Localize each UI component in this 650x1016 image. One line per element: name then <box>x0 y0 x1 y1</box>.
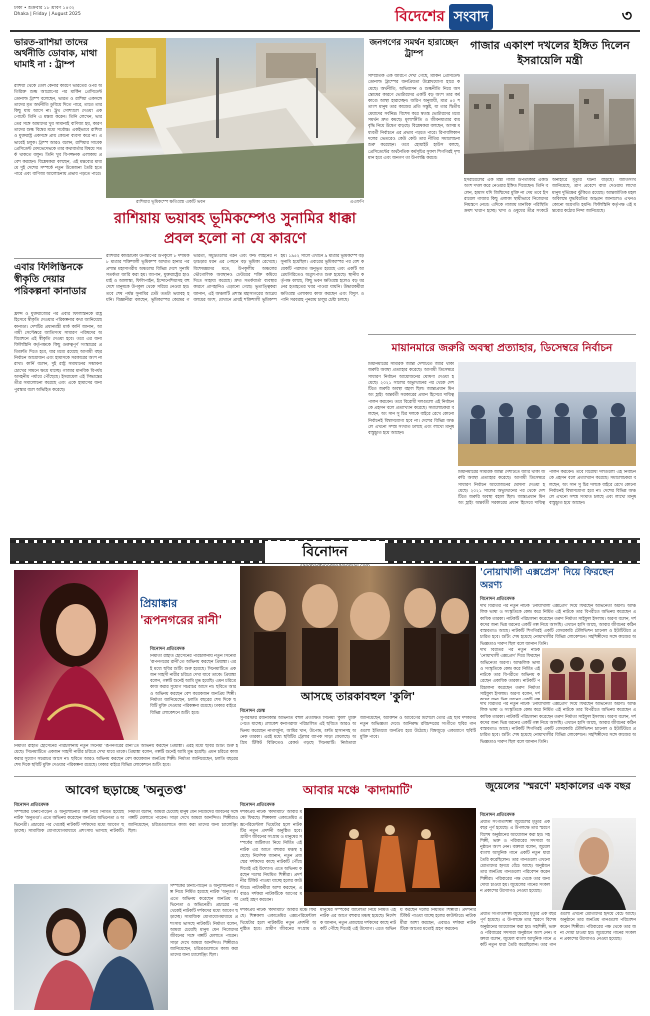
a6-body-left: মিয়ানমারের সামরিক জান্তা দেশটিতে জারি থাকা জরুরি অবস্থা প্রত্যাহার করেছে। আগামী ডিসেম্বরে সাধারণ নির্বাচন আয়োজনের ঘোষণা দেওয়া হয়েছে। ২০২১ সালের অভ্যুত্থানের পর থেকে দেশটিতে জরুরি অবস্থা বহাল ছিল। জান্তাপ্রধান মিন অং হ্লাইং অন্তর্বর্তী সরকারের প্রধান হিসেবে দায়িত্ব পালন করবেন। তবে বিরোধী দলগুলো এই নির্বাচনকে প্রহসন বলে প্রত্যাখ্যান করেছে। সমালোচকরা বলছেন, অং সান সু চির দলকে বাইরে রেখে কোনো নির্বাচনই বিশ্বাসযোগ্য হবে না। দেশের বিভিন্ন অঞ্চলে এখনো সশস্ত্র সংঘাত চলছে এবং লাখো মানুষ বাস্তুচ্যুত হয়ে আছেন। <box>368 362 454 437</box>
a1-headline: ভারত-রাশিয়া তাদের অর্থনীতি ডোবাক, মাথা ঘামাই না : ট্রাম্প <box>14 38 98 70</box>
a4-body: সাম্প্রতিক এক জরিপে দেখা গেছে, মার্কিন প্রেসিডেন্ট ডোনাল্ড ট্রাম্পের জনপ্রিয়তা উল্লেখযোগ্য হারে কমেছে। অর্থনীতি, অভিবাসন ও শুল্কনীতি নিয়ে অসন্তোষের কারণে ভোটারদের একটি বড় অংশ তার কর্মকাণ্ডে আস্থা হারাচ্ছেন। জরিপ অনুযায়ী, মাত্র ৪০ শতাংশ মানুষ তার কাজের প্রতি সন্তুষ্ট, যা তার দ্বিতীয় মেয়াদের সর্বনিম্ন। বিশেষ করে স্বতন্ত্র ভোটারদের মধ্যে সমর্থন দ্রুত কমছে। মূল্যস্ফীতি ও জীবনযাত্রার ব্যয় বৃদ্ধি নিয়ে উদ্বেগ বাড়ছে। বিশ্লেষকরা বলছেন, আসন্ন মধ্যবর্তী নির্বাচনে এর প্রভাব পড়তে পারে। রিপাবলিকান দলের ভেতরেও কেউ কেউ তার নীতির সমালোচনা শুরু করেছেন। তবে হোয়াইট হাউস বলছে, প্রেসিডেন্টের অর্থনৈতিক কর্মসূচির সুফল শিগগিরই দৃশ্যমান হবে এবং জনগণ তা উপলব্ধি করবে। <box>368 74 460 161</box>
a3-headline: রাশিয়ায় ভয়াবহ ভূমিকম্পেও সুনামির ধাক্কা প্রবল হলো না যে কারণে <box>114 210 356 247</box>
date-en: Dhaka | Friday | August 2025 <box>14 12 81 17</box>
page-number: ৩ <box>621 6 633 25</box>
singer-illustration <box>552 818 636 910</box>
date-line <box>14 6 174 20</box>
section-title-part1: বিদেশের <box>395 6 445 25</box>
e4-body-side: সম্পর্কের টানাপোড়েন ও অনুশোচনার গল্প নিয়ে নির্মিত হয়েছে নাটক 'অনুতপ্ত'। এতে অভিনয় করেছেন জনপ্রিয় অভিনেতা ও অভিনেত্রী। প্রচারের পর থেকেই নাটকটি দর্শকদের মধ্যে আবেগ ছড়াচ্ছে। সামাজিক যোগাযোগমাধ্যমে প্রশংসায় ভাসছে নাটকটি। নির্মাতা বলেন, আমরা চেয়েছি মানুষ যেন নিজেদের জীবনের সঙ্গে গল্পটি মেলাতে পারেন। সাড়া দেখে আমরা আনন্দিত। শিল্পীরাও জানিয়েছেন, চরিত্রগুলোতে কাজ করা তাদের জন্য চ্যালেঞ্জিং ছিল। <box>170 884 238 959</box>
a3-body: রাশিয়ার কামচাটকা উপদ্বীপের উপকূলে ৮ দশমিক ৮ মাত্রার শক্তিশালী ভূমিকম্প আঘাত হানার পর প্রশান্ত মহাসাগরীয় অঞ্চলের বিভিন্ন দেশে সুনামি সতর্কতা জারি করা হয়। জাপান, যুক্তরাষ্ট্রের হাওয়াই ও আলাস্কা, ফিলিপাইন, ইন্দোনেশিয়াসহ বহু দেশে মানুষকে উপকূল থেকে সরিয়ে নেওয়া হয়। তবে শেষ পর্যন্ত সুনামির ঢেউ ততটা ভয়াবহ হয়নি। বিজ্ঞানীরা বলছেন, ভূমিকম্পের কেন্দ্রের গভীরতা, সমুদ্রতলের গঠন এবং ফল্ট লাইনের নড়াচড়ার ধরন এর পেছনে বড় ভূমিকা রেখেছে। বিশেষজ্ঞদের মতে, উপকূলীয় অঞ্চলের ভৌগোলিক অবস্থানও ঢেউয়ের শক্তি কমিয়ে দিতে সাহায্য করেছে। দ্রুত সতর্কবার্তা ব্যবস্থার কারণে প্রাণহানিও এড়ানো গেছে। ভূতাত্ত্বিকরা জানান, এই অঞ্চলটি প্রশান্ত মহাসাগরের আগ্নেয় বলয়ের অংশ, যেখানে প্রায়ই শক্তিশালী ভূমিকম্প হয়। ১৯৫২ সালে এখানে ৯ মাত্রার ভূমিকম্পে বড় সুনামি হয়েছিল। এবারের ভূমিকম্পের পর বেশ কয়েকটি পরাঘাত অনুভূত হয়েছে এবং একটি আগ্নেয়গিরিতেও অগ্ন্যুৎপাত শুরু হয়েছে। স্থানীয় কর্তৃপক্ষ বলছে, কিছু ভবন ক্ষতিগ্রস্ত হলেও বড় ধরনের হতাহতের খবর পাওয়া যায়নি। উদ্ধারকর্মীরা ক্ষতিগ্রস্ত এলাকায় কাজ করছেন এবং বিদ্যুৎ ও পানি সরবরাহ পুনরায় চালুর চেষ্টা চলছে। <box>106 254 364 304</box>
e3-cast-photo <box>542 648 636 700</box>
dancers-illustration <box>304 808 476 906</box>
ruins-illustration <box>464 74 636 174</box>
collage-illustration <box>240 566 476 686</box>
section-masthead <box>395 6 610 28</box>
e1-body-wide: নির্মাতা রাহাত হোসেনের পরিচালনায় নতুন সিনেমা 'রূপনগরের রানী'তে অভিনয় করছেন প্রিয়াঙ্কা। এরই মধ্যে ছবির শুটিং শুরু হয়েছে। সিনেমাটিতে একজন সাহসী নারীর চরিত্রে দেখা যাবে তাকে। প্রিয়াঙ্কা বলেন, গল্পটি শুনেই আমি মুগ্ধ হয়েছি। এমন চরিত্রে কাজ করার সুযোগ সচরাচর আসে না। ছবিতে আরও অভিনয় করছেন বেশ কয়েকজন জনপ্রিয় শিল্পী। নির্মাতা জানিয়েছেন, চলতি বছরের শেষ দিকে ছবিটি মুক্তি দেওয়ার পরিকল্পনা রয়েছে। ঢাকার বাইরে বিভিন্ন লোকেশনে শুটিং হবে। <box>14 744 238 768</box>
cast-illustration <box>542 648 636 700</box>
a5-headline: গাজার একাংশ দখলের ইঙ্গিত দিলেন ইসরায়েলি মন্ত্রী <box>470 39 630 67</box>
masthead-rule <box>10 30 640 32</box>
e1-byline: বিনোদন প্রতিবেদক <box>150 647 185 652</box>
e3-byline: বিনোদন প্রতিবেদক <box>480 597 515 602</box>
binodon-banner <box>10 538 640 564</box>
e2-byline: বিনোদন ডেস্ক <box>240 709 266 714</box>
singer-portrait-photo <box>552 818 636 910</box>
myanmar-meeting-photo <box>458 362 636 466</box>
a2-body: ফ্রান্স ও যুক্তরাজ্যের পর এবার ফিলিস্তিনকে রাষ্ট্র হিসেবে স্বীকৃতি দেওয়ার পরিকল্পনার কথা জানিয়েছে কানাডা। দেশটির প্রধানমন্ত্রী মার্ক কার্নি জানান, আগামী সেপ্টেম্বরে জাতিসংঘ সাধারণ পরিষদের অধিবেশনে এই স্বীকৃতি দেওয়া হবে। তবে এর জন্য ফিলিস্তিনি কর্তৃপক্ষকে কিছু গুরুত্বপূর্ণ সংস্কারের প্রতিশ্রুতি দিতে হবে, যার মধ্যে রয়েছে আগামী বছর নির্বাচন আয়োজন এবং হামাসকে সরকারের অংশ না রাখা। কার্নি বলেন, দুই রাষ্ট্র সমাধানের সম্ভাবনা চোখের সামনে ক্ষয়ে যাচ্ছে। গাজার মানবিক বিপর্যয় অসহনীয় পর্যায়ে পৌঁছেছে। ইসরায়েল এই সিদ্ধান্তের তীব্র সমালোচনা করেছে এবং একে হামাসের জন্য পুরস্কার বলে অভিহিত করেছে। <box>14 312 102 393</box>
e3-body-bottom: দীর্ঘ বিরতির পর নতুন নাটক 'নোয়াখালী এক্সপ্রেস' দিয়ে ফিরছেন অভিনেতা অরণ্য। আঞ্চলিক ভাষা ও সংস্কৃতিকে কেন্দ্র করে নির্মিত এই নাটকে তার বিপরীতে অভিনয় করেছেন একাধিক তারকা। নাটকটি পরিচালনা করেছেন তরুণ নির্মাতা সাইফুল ইসলাম। অরণ্য বলেন, দর্শকদের জন্য ভিন্ন ধরনের একটি গল্প নিয়ে আসছি। এখানে হাসি আছে, আবার জীবনের কঠিন বাস্তবতাও আছে। নাটকটি শিগগিরই একটি বেসরকারি টেলিভিশন চ্যানেল ও ইউটিউবে প্রচারিত হবে। শুটিং শেষ হয়েছে নোয়াখালীর বিভিন্ন লোকেশনে। সহশিল্পীদের সঙ্গে কাজের অভিজ্ঞতাও দারুণ ছিল বলে জানান তিনি। <box>480 702 636 745</box>
a6-headline: মায়ানমারে জরুরি অবস্থা প্রত্যাহার, ডিসেম্বরে নির্বাচন <box>391 342 613 354</box>
actress-portrait-photo <box>14 570 138 740</box>
e1-headline-1: প্রিয়াঙ্কার <box>140 597 178 610</box>
e6-body-bottom: প্রয়াত সংগীতশিল্পী জুয়েলের মৃত্যুর এক বছর পূর্ণ হয়েছে। এ উপলক্ষে তার স্মরণে বিশেষ অনুষ্ঠানের আয়োজন করা হয়। সহশিল্পী, ভক্ত ও পরিবারের সদস্যরা অনুষ্ঠানে অংশ নেন। বক্তারা বলেন, জুয়েল বাংলা আধুনিক গানে একটি নতুন ধারা তৈরি করেছিলেন। তার গানগুলো এখনো শ্রোতাদের হৃদয়ে বেঁচে আছে। অনুষ্ঠানে তার জনপ্রিয় গানগুলো পরিবেশন করেন শিল্পীরা। পরিবারের পক্ষ থেকে তার জন্য দোয়া চাওয়া হয়। জুয়েলের গানের সংকলন প্রকাশের উদ্যোগও নেওয়া হয়েছে। <box>480 912 636 949</box>
e4-headline: আবেগ ছড়াচ্ছে 'অনুতপ্ত' <box>65 783 187 797</box>
e6-body-left: প্রয়াত সংগীতশিল্পী জুয়েলের মৃত্যুর এক বছর পূর্ণ হয়েছে। এ উপলক্ষে তার স্মরণে বিশেষ অনুষ্ঠানের আয়োজন করা হয়। সহশিল্পী, ভক্ত ও পরিবারের সদস্যরা অনুষ্ঠানে অংশ নেন। বক্তারা বলেন, জুয়েল বাংলা আধুনিক গানে একটি নতুন ধারা তৈরি করেছিলেন। তার গানগুলো এখনো শ্রোতাদের হৃদয়ে বেঁচে আছে। অনুষ্ঠানে তার জনপ্রিয় গানগুলো পরিবেশন করেন শিল্পীরা। পরিবারের পক্ষ থেকে তার জন্য দোয়া চাওয়া হয়। জুয়েলের গানের সংকলন প্রকাশের উদ্যোগও নেওয়া হয়েছে। <box>480 820 550 895</box>
e5-body-bottom: দর্শকপ্রিয় নাটক 'কাদামাটি' আবার মঞ্চে ফিরছে। শিল্পকলা একাডেমির এক্সপেরিমেন্টাল থিয়েটার হলে নাটকটির নতুন প্রদর্শনী অনুষ্ঠিত হবে। গ্রামীণ জীবনের সংগ্রাম ও মানুষের সম্পর্কের জটিলতা নিয়ে নির্মিত এই নাটক এর আগে বহুবার মঞ্চস্থ হয়েছে। নির্দেশক জানান, নতুন প্রজন্মের দর্শকদের কাছে নাটকটি পৌঁছে দিতেই এই উদ্যোগ। এতে অভিনয় করছেন দলের নিয়মিত শিল্পীরা। প্রদর্শনীর টিকিট পাওয়া যাচ্ছে হলের কাউন্টারে। নাট্যকর্মীরা আশা করছেন, এবারও দর্শকরা নাটকটিকে আগের মতোই গ্রহণ করবেন। <box>240 908 476 932</box>
a2-headline: এবার ফিলিস্তিনকে স্বীকৃতি দেয়ার পরিকল্পনা কানাডার <box>14 262 87 297</box>
couple-illustration <box>14 884 168 1010</box>
a6-divider <box>368 334 636 335</box>
movie-collage-photo <box>240 566 476 686</box>
meeting-illustration <box>458 362 636 466</box>
couple-promo-photo <box>14 884 168 1010</box>
a5-body: ইসরায়েলের এক মন্ত্রী গাজা উপত্যকার একটি অংশ দখল করে নেওয়ার ইঙ্গিত দিয়েছেন। তিনি বলেন, হামাস যদি জিম্মিদের মুক্তি না দেয় তবে ইসরায়েল গাজার কিছু এলাকা স্থায়ীভাবে নিজেদের নিয়ন্ত্রণে নেবে। এদিকে গাজায় মানবিক পরিস্থিতি ক্রমশ খারাপ হচ্ছে। খাদ্য ও ওষুধের তীব্র সংকটে অনাহারে মৃত্যুর ঘটনা বাড়ছে। জাতিসংঘ জানিয়েছে, ত্রাণ প্রবেশে বাধা দেওয়ায় লাখো মানুষ দুর্ভিক্ষের ঝুঁকিতে রয়েছে। আন্তর্জাতিক মহল অবিলম্বে যুদ্ধবিরতির আহ্বান জানালেও এখনও কোনো অগ্রগতি হয়নি। ফিলিস্তিনি কর্তৃপক্ষ এই মন্তব্যের কঠোর নিন্দা জানিয়েছে। <box>464 178 636 215</box>
a1-body: রাশিয়া থেকে তেল কেনার কারণে ভারতের ওপর অতিরিক্ত শুল্ক আরোপের পর মার্কিন প্রেসিডেন্ট ডোনাল্ড ট্রাম্প বলেছেন, ভারত ও রাশিয়া একসঙ্গে তাদের মৃত অর্থনীতি ডুবিয়ে দিতে পারে, তাতে তার কিছু যায় আসে না। ট্রুথ সোশ্যালে দেওয়া এক পোস্টে তিনি এ মন্তব্য করেন। তিনি লেখেন, ভারতের সঙ্গে আমাদের খুব সামান্যই বাণিজ্য হয়, কারণ তাদের শুল্ক বিশ্বের মধ্যে সর্বোচ্চ। একইভাবে রাশিয়া ও যুক্তরাষ্ট্র একসঙ্গে প্রায় কোনো ব্যবসা করে না। এভাবেই চলুক। ট্রাম্প আরও বলেন, রাশিয়ার সাবেক প্রেসিডেন্ট মেদভেদেভকে তার কথাবার্তার বিষয়ে সতর্ক থাকতে বলুন। তিনি খুব বিপজ্জনক এলাকায় প্রবেশ করছেন। বিশ্লেষকরা বলছেন, এই মন্তব্যের মাধ্যমে দুই দেশের সম্পর্কে নতুন উত্তেজনা তৈরি হতে পারে এবং বাণিজ্য আলোচনায় প্রভাব পড়তে পারে। <box>14 84 102 178</box>
e4-body: সম্পর্কের টানাপোড়েন ও অনুশোচনার গল্প নিয়ে নির্মিত হয়েছে নাটক 'অনুতপ্ত'। এতে অভিনয় করেছেন জনপ্রিয় অভিনেতা ও অভিনেত্রী। প্রচারের পর থেকেই নাটকটি দর্শকদের মধ্যে আবেগ ছড়াচ্ছে। সামাজিক যোগাযোগমাধ্যমে প্রশংসায় ভাসছে নাটকটি। নির্মাতা বলেন, আমরা চেয়েছি মানুষ যেন নিজেদের জীবনের সঙ্গে গল্পটি মেলাতে পারেন। সাড়া দেখে আমরা আনন্দিত। শিল্পীরাও জানিয়েছেন, চরিত্রগুলোতে কাজ করা তাদের জন্য চ্যালেঞ্জিং ছিল। <box>14 810 238 834</box>
e3-body: দীর্ঘ বিরতির পর নতুন নাটক 'নোয়াখালী এক্সপ্রেস' দিয়ে ফিরছেন অভিনেতা অরণ্য। আঞ্চলিক ভাষা ও সংস্কৃতিকে কেন্দ্র করে নির্মিত এই নাটকে তার বিপরীতে অভিনয় করেছেন একাধিক তারকা। নাটকটি পরিচালনা করেছেন তরুণ নির্মাতা সাইফুল ইসলাম। অরণ্য বলেন, দর্শকদের জন্য ভিন্ন ধরনের একটি গল্প নিয়ে আসছি। এখানে হাসি আছে, আবার জীবনের কঠিন বাস্তবতাও আছে। নাটকটি শিগগিরই একটি বেসরকারি টেলিভিশন চ্যানেল ও ইউটিউবে প্রচারিত হবে। শুটিং শেষ হয়েছে নোয়াখালীর বিভিন্ন লোকেশনে। সহশিল্পীদের সঙ্গে কাজের অভিজ্ঞতাও দারুণ ছিল বলে জানান তিনি। <box>480 604 636 646</box>
gaza-ruins-photo <box>464 74 636 174</box>
a3-caption-text: রাশিয়ার ভূমিকম্পে ক্ষতিগ্রস্ত একটি ভবন <box>136 200 206 205</box>
e6-headline: জুয়েলের 'স্মরণে' মহাকালের এক বছর <box>485 781 631 792</box>
a3-photo-credit: এএফপি <box>349 200 364 205</box>
e1-headline-2: 'রূপনগরের রানী' <box>140 613 223 627</box>
theatre-dancers-photo <box>304 808 476 906</box>
e5-headline: আবার মঞ্চে 'কাদামাটি' <box>302 783 414 797</box>
rubble-illustration <box>106 38 364 198</box>
e3-body-left: দীর্ঘ বিরতির পর নতুন নাটক 'নোয়াখালী এক্সপ্রেস' দিয়ে ফিরছেন অভিনেতা অরণ্য। আঞ্চলিক ভাষা ও সংস্কৃতিকে কেন্দ্র করে নির্মিত এই নাটকে তার বিপরীতে অভিনয় করেছেন একাধিক তারকা। নাটকটি পরিচালনা করেছেন তরুণ নির্মাতা সাইফুল ইসলাম। অরণ্য বলেন, দর্শ <box>480 648 540 698</box>
a6-body-right: মিয়ানমারের সামরিক জান্তা দেশটিতে জারি থাকা জরুরি অবস্থা প্রত্যাহার করেছে। আগামী ডিসেম্বরে সাধারণ নির্বাচন আয়োজনের ঘোষণা দেওয়া হয়েছে। ২০২১ সালের অভ্যুত্থানের পর থেকে দেশটিতে জরুরি অবস্থা বহাল ছিল। জান্তাপ্রধান মিন অং হ্লাইং অন্তর্বর্তী সরকারের প্রধান হিসেবে দায়িত্ব পালন করবেন। তবে বিরোধী দলগুলো এই নির্বাচনকে প্রহসন বলে প্রত্যাখ্যান করেছে। সমালোচকরা বলছেন, অং সান সু চির দলকে বাইরে রেখে কোনো নির্বাচনই বিশ্বাসযোগ্য হবে না। দেশের বিভিন্ন অঞ্চলে এখনো সশস্ত্র সংঘাত চলছে এবং লাখো মানুষ বাস্তুচ্যুত হয়ে আছেন। <box>458 470 636 507</box>
e5-byline: বিনোদন প্রতিবেদক <box>240 803 275 808</box>
e6-byline: বিনোদন প্রতিবেদক <box>480 813 515 818</box>
building-rubble-photo <box>106 38 364 198</box>
e2-body: সুপারস্টার রজনীকান্ত অভিনীত বহুল প্রতীক্ষিত সিনেমা 'কুলি' মুক্তি পেতে যাচ্ছে। লোকেশ কনাগরাজ পরিচালিত এই ছবিতে আরও অভিনয় করেছেন নাগার্জুনা, আমির খান, উপেন্দ্র, শ্রুতি হাসানসহ অনেক তারকা। এরই মধ্যে ছবিটির ট্রেলার ব্যাপক সাড়া ফেলেছে। অগ্রিম টিকিট বিক্রিতেও রেকর্ড গড়ছে সিনেমাটি। নির্মাতারা জানিয়েছেন, অ্যাকশন ও আবেগের মিশেলে তৈরি এই ছবি দর্শকদের নতুন অভিজ্ঞতা দেবে। আনিরুদ্ধ রবিচন্দরের সংগীতে ছবির গানগুলো ইতিমধ্যে জনপ্রিয় হয়ে উঠেছে। বিশ্বজুড়ে একযোগে ছবিটি মুক্তি পাবে। <box>240 716 476 747</box>
e4-byline: বিনোদন প্রতিবেদক <box>14 803 49 808</box>
a1-divider <box>14 258 102 259</box>
e1-body: নির্মাতা রাহাত হোসেনের পরিচালনায় নতুন সিনেমা 'রূপনগরের রানী'তে অভিনয় করছেন প্রিয়াঙ্কা। এরই মধ্যে ছবির শুটিং শুরু হয়েছে। সিনেমাটিতে একজন সাহসী নারীর চরিত্রে দেখা যাবে তাকে। প্রিয়াঙ্কা বলেন, গল্পটি শুনেই আমি মুগ্ধ হয়েছি। এমন চরিত্রে কাজ করার সুযোগ সচরাচর আসে না। ছবিতে আরও অভিনয় করছেন বেশ কয়েকজন জনপ্রিয় শিল্পী। নির্মাতা জানিয়েছেন, চলতি বছরের শেষ দিকে ছবিটি মুক্তি দেওয়ার পরিকল্পনা রয়েছে। ঢাকার বাইরে বিভিন্ন লোকেশনে শুটিং হবে। <box>150 654 236 716</box>
e2-headline: আসছে তারকাবহুল 'কুলি' <box>300 690 416 703</box>
actress-illustration <box>14 570 138 740</box>
bottom-divider <box>14 776 636 777</box>
binodon-title: বিনোদন <box>265 541 385 563</box>
e5-body-left: দর্শকপ্রিয় নাটক 'কাদামাটি' আবার মঞ্চে ফিরছে। শিল্পকলা একাডেমির এক্সপেরিমেন্টাল থিয়েটার হলে নাটকটির নতুন প্রদর্শনী অনুষ্ঠিত হবে। গ্রামীণ জীবনের সংগ্রাম ও মানুষের সম্পর্কের জটিলতা নিয়ে নির্মিত এই নাটক এর আগে বহুবার মঞ্চস্থ হয়েছে। নির্দেশক জানান, নতুন প্রজন্মের দর্শকদের কাছে নাটকটি পৌঁছে দিতেই এই উদ্যোগ। এতে অভিনয় করছেন দলের নিয়মিত শিল্পীরা। প্রদর্শনীর টিকিট পাওয়া যাচ্ছে হলের কাউন্টারে। নাট্যকর্মীরা আশা করছেন, এবারও দর্শকরা নাটকটিকে আগের মতোই গ্রহণ করবেন। <box>240 810 302 904</box>
a3-photo-caption <box>106 199 364 207</box>
section-title-part2: সংবাদ <box>449 4 493 30</box>
e3-headline: 'নোয়াখালী এক্সপ্রেস' দিয়ে ফিরছেন অরণ্য <box>480 567 614 591</box>
a4-headline: জনগণের সমর্থন হারাচ্ছেন ট্রাম্প <box>369 38 459 59</box>
date-bn: ঢাকা • শুক্রবার ১৮ শ্রাবণ ১৪৩২ <box>14 6 75 11</box>
